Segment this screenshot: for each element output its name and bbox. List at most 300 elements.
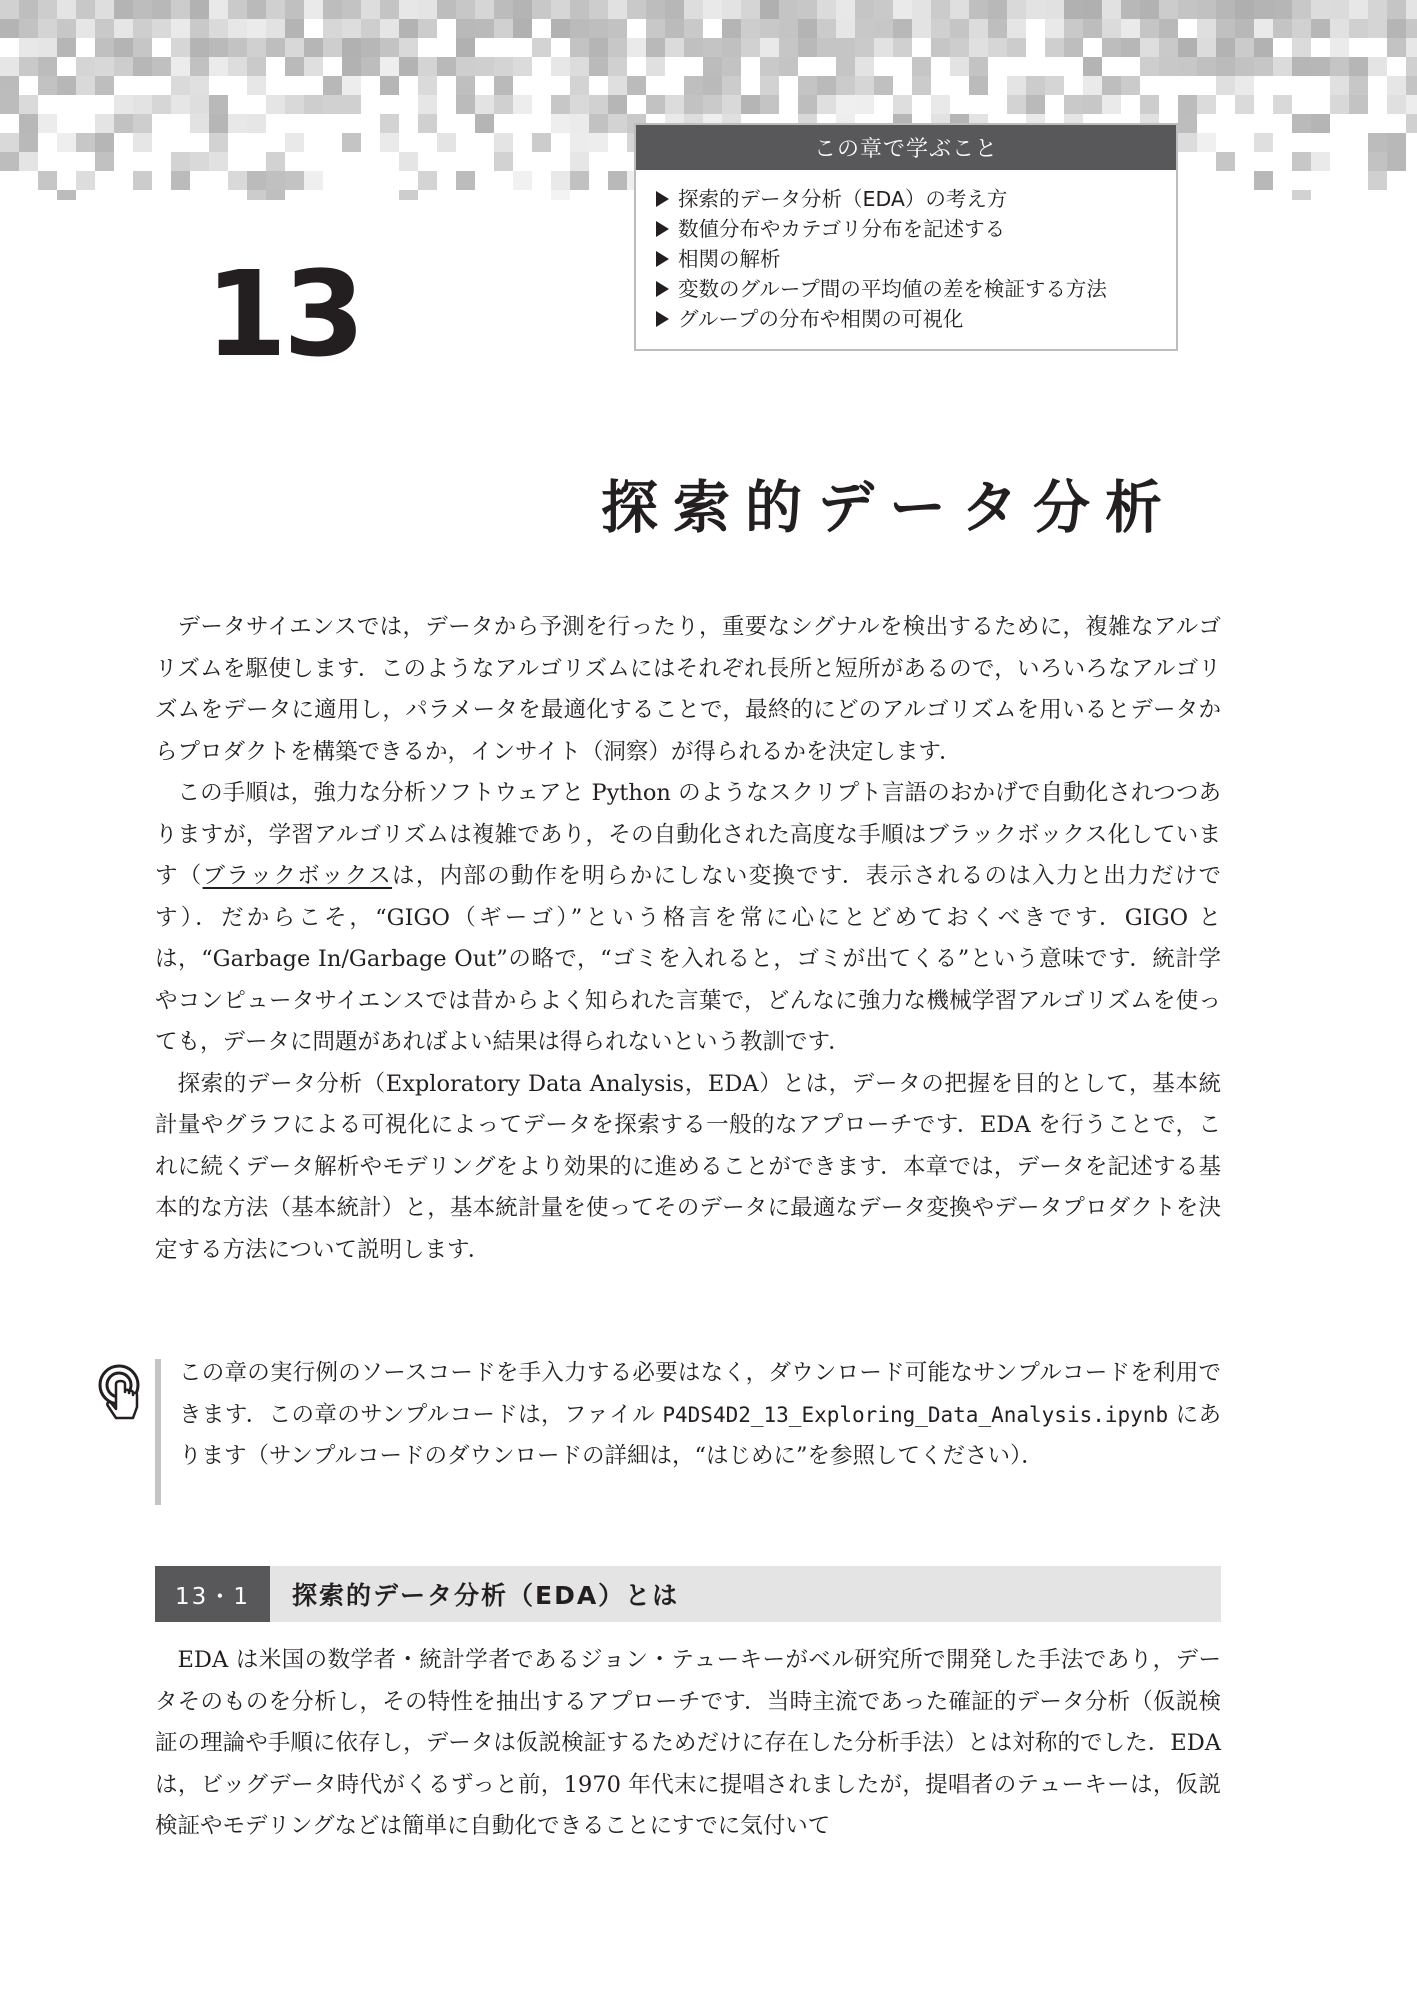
mosaic-tile bbox=[1064, 19, 1083, 38]
mosaic-tile bbox=[1102, 95, 1121, 114]
mosaic-tile bbox=[399, 190, 418, 200]
sample-file-name: P4DS4D2_13_Exploring_Data_Analysis.ipynb bbox=[662, 1402, 1169, 1427]
mosaic-tile bbox=[152, 95, 171, 114]
mosaic-tile bbox=[1083, 57, 1102, 76]
mosaic-tile bbox=[1216, 57, 1235, 76]
mosaic-tile bbox=[551, 114, 570, 133]
mosaic-tile bbox=[0, 95, 19, 114]
mosaic-tile bbox=[266, 0, 285, 19]
mosaic-tile bbox=[1178, 0, 1197, 19]
mosaic-tile bbox=[722, 0, 741, 19]
mosaic-tile bbox=[874, 0, 893, 19]
mosaic-tile bbox=[399, 152, 418, 171]
mosaic-tile bbox=[684, 76, 703, 95]
mosaic-tile bbox=[551, 190, 570, 200]
mosaic-tile bbox=[342, 133, 361, 152]
mosaic-tile bbox=[152, 57, 171, 76]
mosaic-tile bbox=[19, 57, 38, 76]
mosaic-tile bbox=[551, 19, 570, 38]
mosaic-tile bbox=[1406, 19, 1417, 38]
mosaic-tile bbox=[1406, 57, 1417, 76]
mosaic-tile bbox=[855, 76, 874, 95]
mosaic-tile bbox=[114, 57, 133, 76]
mosaic-tile bbox=[1387, 0, 1406, 19]
mosaic-tile bbox=[285, 38, 304, 57]
mosaic-tile bbox=[855, 38, 874, 57]
mosaic-tile bbox=[1311, 114, 1330, 133]
mosaic-tile bbox=[684, 19, 703, 38]
mosaic-tile bbox=[969, 76, 988, 95]
mosaic-tile bbox=[703, 95, 722, 114]
triangle-bullet-icon bbox=[656, 191, 669, 207]
mosaic-tile bbox=[969, 57, 988, 76]
mosaic-tile bbox=[1197, 95, 1216, 114]
mosaic-tile bbox=[1406, 38, 1417, 57]
mosaic-tile bbox=[1292, 19, 1311, 38]
mosaic-tile bbox=[456, 19, 475, 38]
mosaic-tile bbox=[1330, 19, 1349, 38]
mosaic-tile bbox=[950, 0, 969, 19]
mosaic-tile bbox=[817, 0, 836, 19]
triangle-bullet-icon bbox=[656, 281, 669, 297]
mosaic-tile bbox=[114, 114, 133, 133]
mosaic-tile bbox=[836, 57, 855, 76]
mosaic-tile bbox=[703, 76, 722, 95]
mosaic-tile bbox=[836, 19, 855, 38]
mosaic-tile bbox=[1311, 0, 1330, 19]
mosaic-tile bbox=[494, 133, 513, 152]
mosaic-tile bbox=[1330, 38, 1349, 57]
mosaic-tile bbox=[855, 0, 874, 19]
mosaic-tile bbox=[1140, 57, 1159, 76]
mosaic-tile bbox=[817, 38, 836, 57]
mosaic-tile bbox=[1216, 0, 1235, 19]
mosaic-tile bbox=[779, 38, 798, 57]
mosaic-tile bbox=[114, 95, 133, 114]
mosaic-tile bbox=[323, 19, 342, 38]
mosaic-tile bbox=[1102, 19, 1121, 38]
mosaic-tile bbox=[190, 38, 209, 57]
mosaic-tile bbox=[114, 38, 133, 57]
mosaic-tile bbox=[171, 152, 190, 171]
mosaic-tile bbox=[342, 0, 361, 19]
mosaic-tile bbox=[646, 57, 665, 76]
mosaic-tile bbox=[855, 95, 874, 114]
mosaic-tile bbox=[741, 0, 760, 19]
mosaic-tile bbox=[817, 95, 836, 114]
black-box-term: ブラックボックス bbox=[202, 863, 393, 889]
mosaic-tile bbox=[285, 19, 304, 38]
mosaic-tile bbox=[0, 19, 19, 38]
mosaic-tile bbox=[1064, 38, 1083, 57]
mosaic-tile bbox=[266, 171, 285, 190]
mosaic-tile bbox=[1387, 152, 1406, 171]
mosaic-tile bbox=[969, 19, 988, 38]
mosaic-tile bbox=[133, 19, 152, 38]
mosaic-tile bbox=[0, 152, 19, 171]
mosaic-tile bbox=[1007, 95, 1026, 114]
mosaic-tile bbox=[513, 95, 532, 114]
mosaic-tile bbox=[95, 38, 114, 57]
mosaic-tile bbox=[247, 190, 266, 200]
mosaic-tile bbox=[1235, 95, 1254, 114]
mosaic-tile bbox=[760, 95, 779, 114]
mosaic-tile bbox=[323, 0, 342, 19]
mosaic-tile bbox=[1235, 57, 1254, 76]
mosaic-tile bbox=[1140, 19, 1159, 38]
mosaic-tile bbox=[1387, 38, 1406, 57]
mosaic-tile bbox=[1007, 38, 1026, 57]
mosaic-tile bbox=[418, 0, 437, 19]
mosaic-tile bbox=[608, 171, 627, 190]
mosaic-tile bbox=[893, 19, 912, 38]
mosaic-tile bbox=[608, 0, 627, 19]
mosaic-tile bbox=[1292, 38, 1311, 57]
mosaic-tile bbox=[380, 57, 399, 76]
mosaic-tile bbox=[1330, 57, 1349, 76]
mosaic-tile bbox=[1045, 19, 1064, 38]
mosaic-tile bbox=[570, 114, 589, 133]
mosaic-tile bbox=[475, 57, 494, 76]
mosaic-tile bbox=[361, 19, 380, 38]
mosaic-tile bbox=[684, 38, 703, 57]
mosaic-tile bbox=[570, 57, 589, 76]
mosaic-tile bbox=[171, 38, 190, 57]
mosaic-tile bbox=[1254, 133, 1273, 152]
mosaic-tile bbox=[817, 19, 836, 38]
mosaic-tile bbox=[893, 0, 912, 19]
mosaic-tile bbox=[1140, 95, 1159, 114]
mosaic-tile bbox=[1102, 38, 1121, 57]
mosaic-tile bbox=[209, 38, 228, 57]
mosaic-tile bbox=[912, 0, 931, 19]
mosaic-tile bbox=[380, 133, 399, 152]
mosaic-tile bbox=[1292, 114, 1311, 133]
mosaic-tile bbox=[1064, 0, 1083, 19]
mosaic-tile bbox=[171, 95, 190, 114]
mosaic-tile bbox=[1045, 0, 1064, 19]
mosaic-tile bbox=[1045, 38, 1064, 57]
mosaic-tile bbox=[627, 76, 646, 95]
mosaic-tile bbox=[1254, 171, 1273, 190]
mosaic-tile bbox=[494, 0, 513, 19]
mosaic-tile bbox=[456, 0, 475, 19]
mosaic-tile bbox=[304, 171, 323, 190]
mosaic-tile bbox=[532, 0, 551, 19]
learning-goal-item: グループの分布や相関の可視化 bbox=[656, 304, 1176, 334]
mosaic-tile bbox=[798, 95, 817, 114]
mosaic-tile bbox=[627, 38, 646, 57]
note-side-bar bbox=[155, 1359, 161, 1505]
mosaic-tile bbox=[19, 114, 38, 133]
mosaic-tile bbox=[760, 19, 779, 38]
mosaic-tile bbox=[532, 38, 551, 57]
mosaic-tile bbox=[988, 0, 1007, 19]
mosaic-tile bbox=[912, 76, 931, 95]
mosaic-tile bbox=[494, 152, 513, 171]
mosaic-tile bbox=[437, 57, 456, 76]
mosaic-tile bbox=[380, 19, 399, 38]
mosaic-tile bbox=[1387, 19, 1406, 38]
mosaic-tile bbox=[513, 57, 532, 76]
mosaic-tile bbox=[950, 19, 969, 38]
mosaic-tile bbox=[1178, 95, 1197, 114]
mosaic-tile bbox=[57, 19, 76, 38]
mosaic-tile bbox=[266, 152, 285, 171]
mosaic-tile bbox=[95, 57, 114, 76]
mosaic-tile bbox=[646, 19, 665, 38]
mosaic-tile bbox=[323, 38, 342, 57]
mosaic-tile bbox=[1349, 19, 1368, 38]
mosaic-tile bbox=[304, 95, 323, 114]
mosaic-tile bbox=[418, 57, 437, 76]
mosaic-tile bbox=[1235, 0, 1254, 19]
mosaic-tile bbox=[570, 0, 589, 19]
mosaic-tile bbox=[247, 171, 266, 190]
mosaic-tile bbox=[1216, 19, 1235, 38]
mosaic-tile bbox=[19, 95, 38, 114]
mosaic-tile bbox=[1368, 171, 1387, 190]
mosaic-tile bbox=[722, 95, 741, 114]
mosaic-tile bbox=[969, 38, 988, 57]
mosaic-tile bbox=[0, 57, 19, 76]
mosaic-tile bbox=[931, 38, 950, 57]
mosaic-tile bbox=[1368, 57, 1387, 76]
mosaic-tile bbox=[171, 0, 190, 19]
intro-paragraph-1: データサイエンスでは，データから予測を行ったり，重要なシグナルを検出するために，複雑なアルゴリズムを駆使します．このようなアルゴリズムにはそれぞれ長所と短所があるので，いろいろなアルゴリズムをデータに適用し，パラメータを最適化することで，最終的にどのアルゴリズムを用いるとデータからプロダクトを構築できるか，インサイト（洞察）が得られるかを決定します． bbox=[155, 614, 1221, 765]
mosaic-tile bbox=[570, 95, 589, 114]
mosaic-tile bbox=[1273, 95, 1292, 114]
mosaic-tile bbox=[323, 95, 342, 114]
mosaic-tile bbox=[266, 190, 285, 200]
mosaic-tile bbox=[95, 0, 114, 19]
mosaic-tile bbox=[703, 0, 722, 19]
mosaic-tile bbox=[1406, 76, 1417, 95]
triangle-bullet-icon bbox=[656, 251, 669, 267]
mosaic-tile bbox=[209, 114, 228, 133]
mosaic-tile bbox=[1254, 19, 1273, 38]
mosaic-tile bbox=[589, 114, 608, 133]
mosaic-tile bbox=[988, 38, 1007, 57]
mosaic-tile bbox=[1311, 152, 1330, 171]
mosaic-tile bbox=[1368, 152, 1387, 171]
mosaic-tile bbox=[1254, 57, 1273, 76]
mosaic-tile bbox=[1064, 95, 1083, 114]
mosaic-tile bbox=[418, 171, 437, 190]
mosaic-tile bbox=[171, 57, 190, 76]
mosaic-tile bbox=[1292, 190, 1311, 200]
mosaic-tile bbox=[247, 114, 266, 133]
section-title: 探索的データ分析（EDA）とは bbox=[292, 1581, 680, 1610]
learning-goals-box bbox=[634, 123, 1178, 351]
mosaic-tile bbox=[1273, 19, 1292, 38]
mosaic-tile bbox=[513, 171, 532, 190]
mosaic-tile bbox=[228, 57, 247, 76]
mosaic-tile bbox=[76, 76, 95, 95]
mosaic-tile bbox=[608, 76, 627, 95]
mosaic-tile bbox=[19, 19, 38, 38]
mosaic-tile bbox=[798, 76, 817, 95]
chapter-number: 13 bbox=[205, 245, 362, 383]
mosaic-tile bbox=[513, 19, 532, 38]
mosaic-tile bbox=[589, 0, 608, 19]
mosaic-tile bbox=[1159, 57, 1178, 76]
mosaic-tile bbox=[1083, 76, 1102, 95]
mosaic-tile bbox=[0, 133, 19, 152]
mosaic-tile bbox=[1197, 0, 1216, 19]
mosaic-tile bbox=[931, 0, 950, 19]
mosaic-tile bbox=[1007, 0, 1026, 19]
mosaic-tile bbox=[646, 0, 665, 19]
mosaic-tile bbox=[570, 133, 589, 152]
mosaic-tile bbox=[285, 171, 304, 190]
mosaic-tile bbox=[190, 95, 209, 114]
mosaic-tile bbox=[494, 57, 513, 76]
mosaic-tile bbox=[494, 19, 513, 38]
mosaic-tile bbox=[608, 38, 627, 57]
mosaic-tile bbox=[380, 38, 399, 57]
section-heading bbox=[155, 1566, 1221, 1622]
mosaic-tile bbox=[76, 171, 95, 190]
mosaic-tile bbox=[722, 19, 741, 38]
learning-goals-heading: この章で学ぶこと bbox=[636, 125, 1176, 170]
mosaic-tile bbox=[247, 19, 266, 38]
intro-paragraph-3: 探索的データ分析（Exploratory Data Analysis，EDA）とは，データの把握を目的として，基本統計量やグラフによる可視化によってデータを探索する一般的なアプローチです．EDA を行うことで，これに続くデータ解析やモデリングをより効果的に進めることができます．本章では，データを記述する基本的な方法（基本統計）と，基本統計量を使ってそのデータに最適なデータ変換やデータプロダクトを決定する方法について説明します． bbox=[155, 1070, 1221, 1263]
mosaic-tile bbox=[209, 152, 228, 171]
mosaic-tile bbox=[418, 114, 437, 133]
mosaic-tile bbox=[95, 19, 114, 38]
mosaic-tile bbox=[760, 38, 779, 57]
mosaic-tile bbox=[1330, 0, 1349, 19]
mosaic-tile bbox=[1102, 76, 1121, 95]
mosaic-tile bbox=[190, 57, 209, 76]
mosaic-tile bbox=[266, 95, 285, 114]
mosaic-tile bbox=[1368, 0, 1387, 19]
mosaic-tile bbox=[171, 19, 190, 38]
mosaic-tile bbox=[76, 57, 95, 76]
mosaic-tile bbox=[57, 38, 76, 57]
mosaic-tile bbox=[437, 133, 456, 152]
mosaic-tile bbox=[1292, 0, 1311, 19]
mosaic-tile bbox=[38, 171, 57, 190]
mosaic-tile bbox=[741, 95, 760, 114]
mosaic-tile bbox=[1197, 38, 1216, 57]
mosaic-tile bbox=[1026, 76, 1045, 95]
mosaic-tile bbox=[912, 57, 931, 76]
mosaic-tile bbox=[133, 38, 152, 57]
mosaic-tile bbox=[1140, 38, 1159, 57]
mosaic-tile bbox=[1368, 19, 1387, 38]
triangle-bullet-icon bbox=[656, 221, 669, 237]
mosaic-tile bbox=[1140, 0, 1159, 19]
mosaic-tile bbox=[57, 133, 76, 152]
mosaic-tile bbox=[361, 0, 380, 19]
mosaic-tile bbox=[456, 57, 475, 76]
mosaic-tile bbox=[1387, 95, 1406, 114]
mosaic-tile bbox=[1026, 95, 1045, 114]
mosaic-tile bbox=[950, 38, 969, 57]
mosaic-tile bbox=[361, 38, 380, 57]
mosaic-tile bbox=[741, 19, 760, 38]
mosaic-tile bbox=[950, 57, 969, 76]
intro-paragraph-2: この手順は，強力な分析ソフトウェアと Python のようなスクリプト言語のおかげで自動化されつつありますが，学習アルゴリズムは複雑であり，その自動化された高度な手順はブラックボックス化しています（ブラックボックスは，内部の動作を明らかにしない変換です．表示されるのは入力と出力だけです）．だからこそ，“GIGO（ギーゴ）”という格言を常に心にとどめておくべきです．GIGO とは，“Garbage In/Garbage Out”の略で，“ゴミを入れると，ゴミが出てくる”という意味です．統計学やコンピュータサイエンスでは昔からよく知られた言葉で，どんなに強力な機械学習アルゴリズムを使っても，データに問題があればよい結果は得られないという教訓です． bbox=[155, 780, 1221, 1055]
mosaic-tile bbox=[874, 76, 893, 95]
mosaic-tile bbox=[570, 38, 589, 57]
mosaic-tile bbox=[589, 38, 608, 57]
mosaic-tile bbox=[209, 133, 228, 152]
mosaic-tile bbox=[494, 76, 513, 95]
mosaic-tile bbox=[703, 57, 722, 76]
mosaic-tile bbox=[1254, 38, 1273, 57]
mosaic-tile bbox=[779, 19, 798, 38]
mosaic-tile bbox=[1007, 19, 1026, 38]
mosaic-tile bbox=[741, 38, 760, 57]
mosaic-tile bbox=[703, 38, 722, 57]
mosaic-tile bbox=[342, 76, 361, 95]
mosaic-tile bbox=[456, 95, 475, 114]
mosaic-tile bbox=[779, 0, 798, 19]
mosaic-tile bbox=[133, 0, 152, 19]
intro-text bbox=[155, 607, 1221, 1271]
mosaic-tile bbox=[1026, 0, 1045, 19]
mosaic-tile bbox=[266, 38, 285, 57]
learning-goals-list bbox=[656, 184, 1176, 334]
mosaic-tile bbox=[551, 171, 570, 190]
mosaic-tile bbox=[608, 19, 627, 38]
mosaic-tile bbox=[190, 19, 209, 38]
mosaic-tile bbox=[1387, 133, 1406, 152]
mosaic-tile bbox=[114, 0, 133, 19]
mosaic-tile bbox=[342, 57, 361, 76]
mosaic-tile bbox=[57, 76, 76, 95]
mosaic-tile bbox=[836, 76, 855, 95]
mosaic-tile bbox=[1121, 0, 1140, 19]
section-number: 13・1 bbox=[155, 1566, 270, 1622]
mosaic-tile bbox=[228, 171, 247, 190]
mosaic-tile bbox=[95, 76, 114, 95]
mosaic-tile bbox=[646, 95, 665, 114]
mosaic-tile bbox=[1083, 19, 1102, 38]
mosaic-tile bbox=[228, 114, 247, 133]
mosaic-tile bbox=[570, 152, 589, 171]
mosaic-tile bbox=[532, 133, 551, 152]
mosaic-tile bbox=[399, 19, 418, 38]
mosaic-tile bbox=[1178, 38, 1197, 57]
mosaic-tile bbox=[779, 57, 798, 76]
mosaic-tile bbox=[133, 95, 152, 114]
mosaic-tile bbox=[1349, 76, 1368, 95]
mosaic-tile bbox=[1311, 19, 1330, 38]
mosaic-tile bbox=[760, 0, 779, 19]
mosaic-tile bbox=[798, 38, 817, 57]
mosaic-tile bbox=[1330, 95, 1349, 114]
sample-code-note bbox=[155, 1353, 1221, 1505]
mosaic-tile bbox=[209, 19, 228, 38]
mosaic-tile bbox=[1121, 19, 1140, 38]
mosaic-tile bbox=[76, 133, 95, 152]
mosaic-tile bbox=[722, 76, 741, 95]
mosaic-tile bbox=[19, 0, 38, 19]
mosaic-tile bbox=[152, 19, 171, 38]
learning-goal-item: 数値分布やカテゴリ分布を記述する bbox=[656, 214, 1176, 244]
mosaic-tile bbox=[589, 19, 608, 38]
mosaic-tile bbox=[1083, 95, 1102, 114]
mosaic-tile bbox=[551, 95, 570, 114]
mosaic-tile bbox=[551, 0, 570, 19]
mosaic-tile bbox=[1045, 76, 1064, 95]
mosaic-tile bbox=[38, 76, 57, 95]
mosaic-tile bbox=[475, 114, 494, 133]
